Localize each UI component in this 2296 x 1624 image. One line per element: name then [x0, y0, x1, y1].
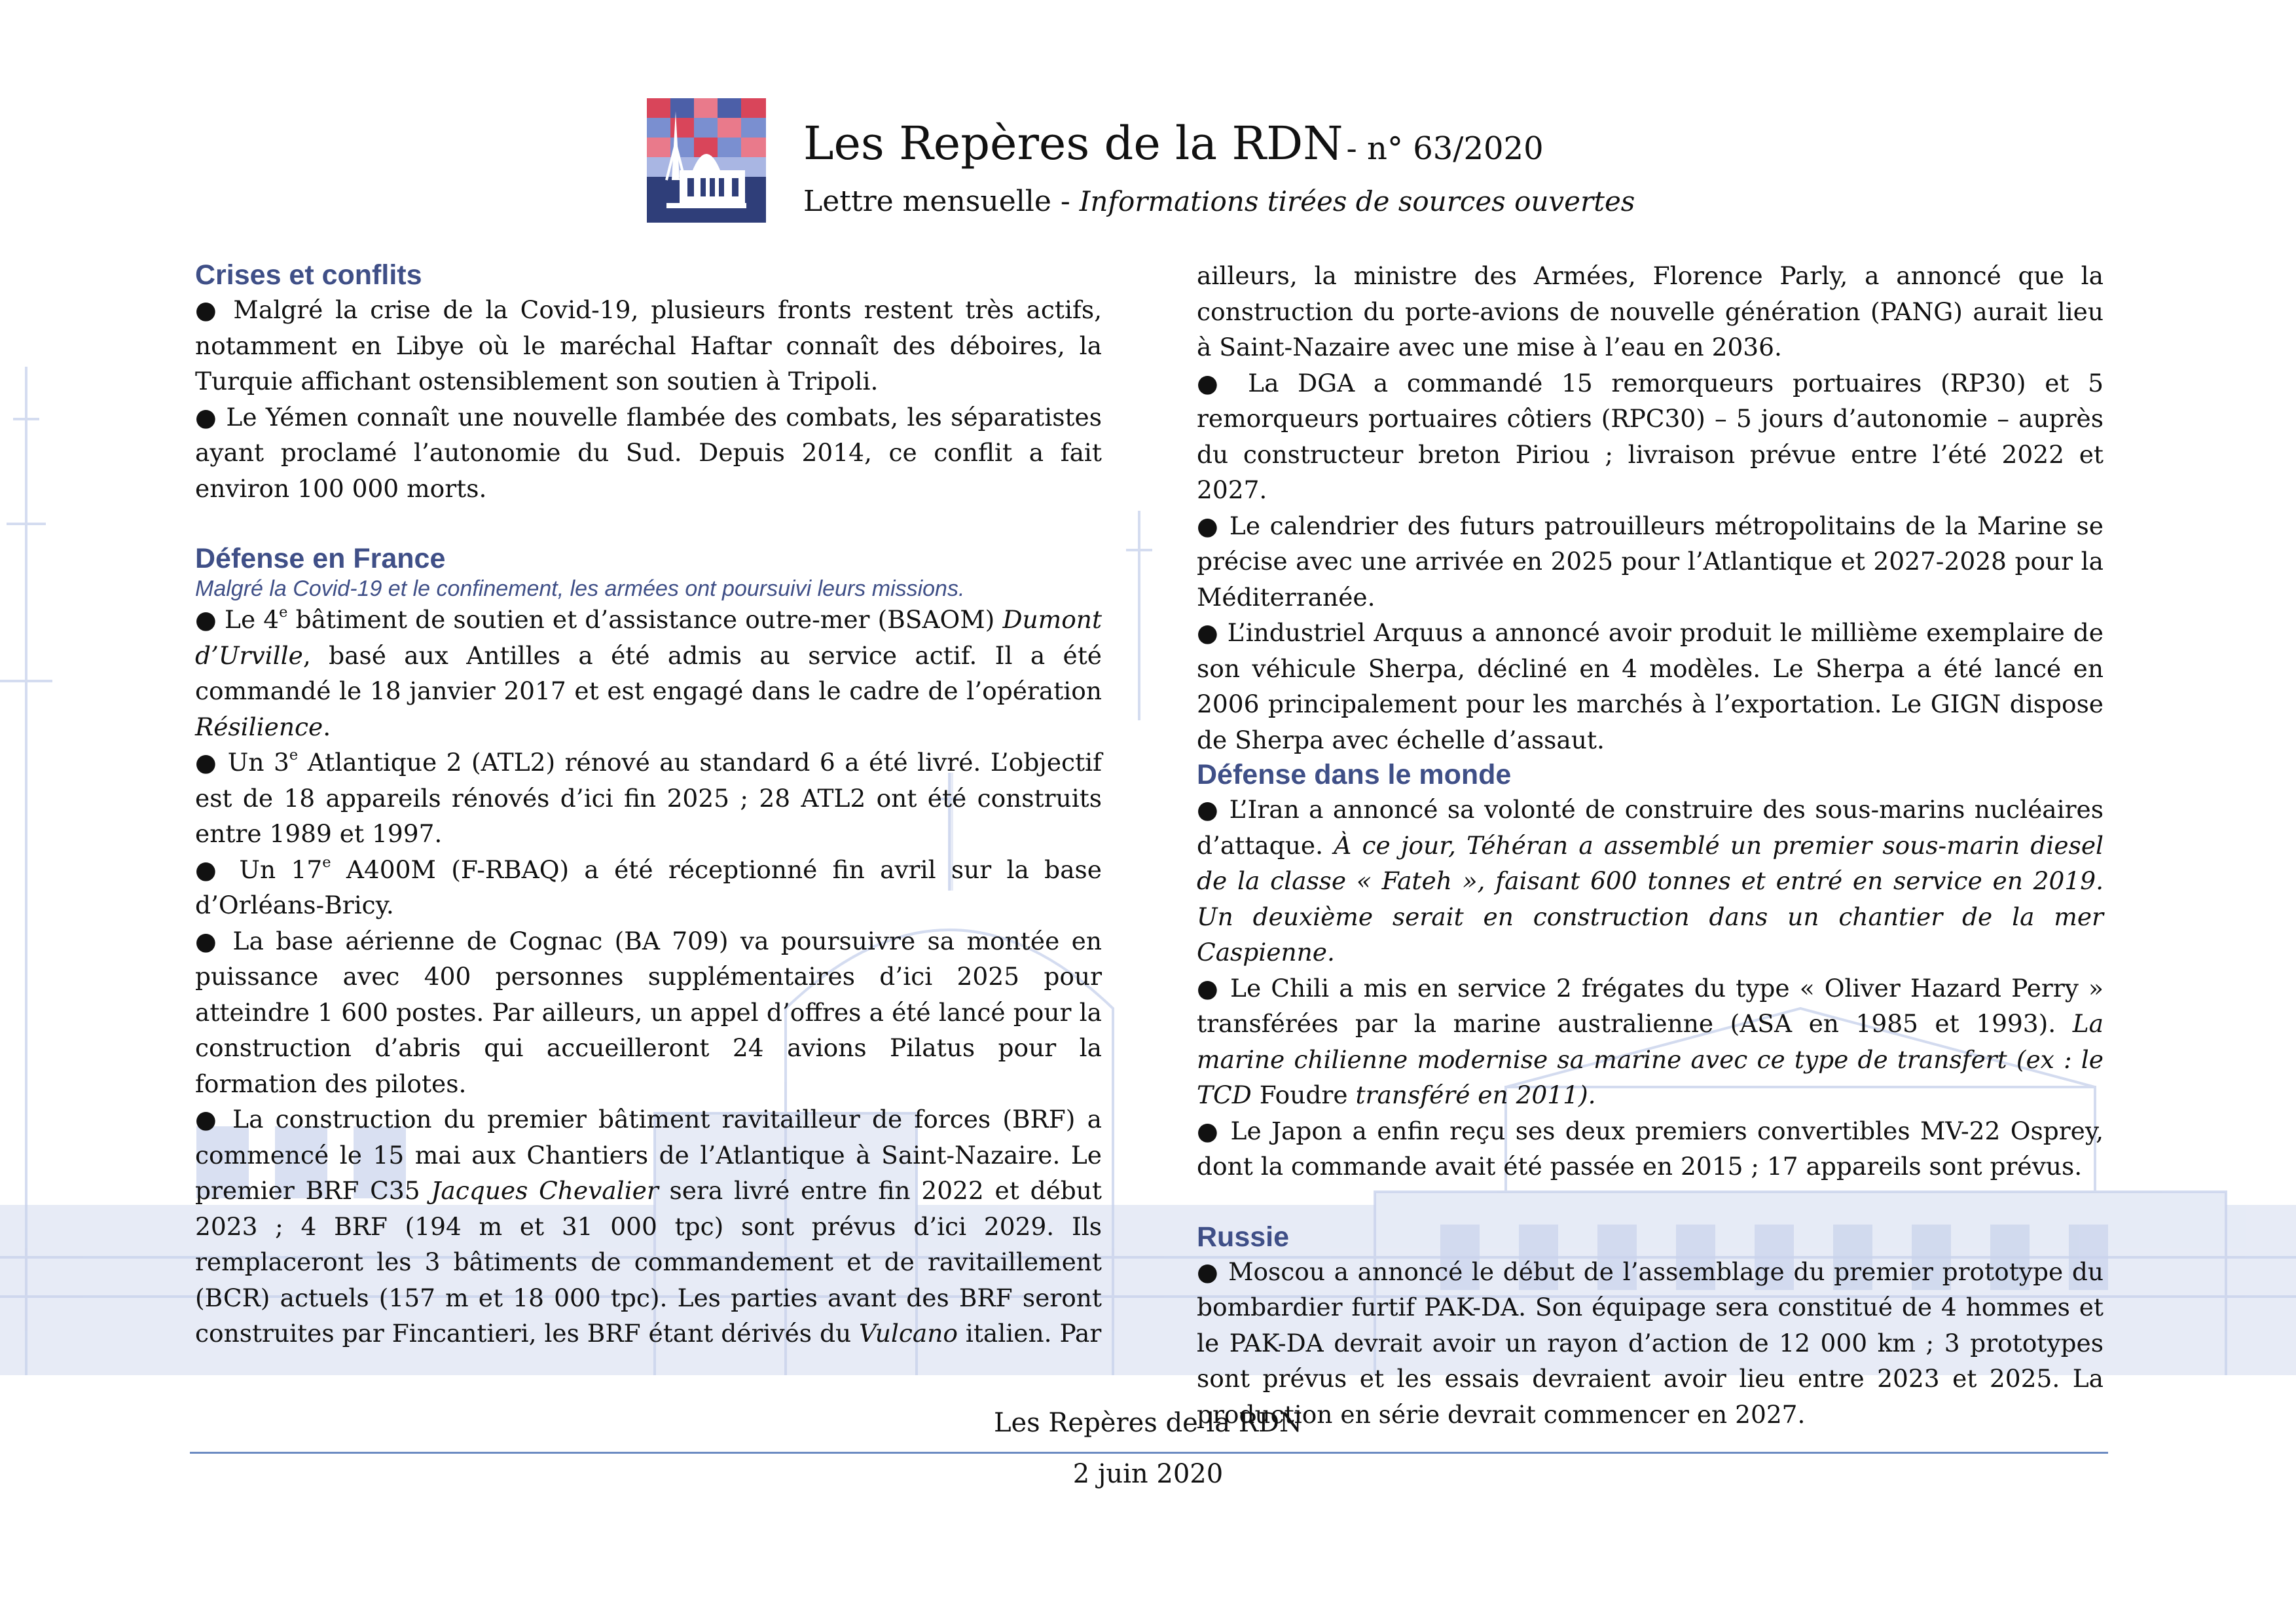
- section-title-crises: Crises et conflits: [195, 259, 422, 291]
- france-paragraph-3: ● Un 17e A400M (F-RBAQ) a été réceptionné fin avril sur la base d’Orléans-Bricy.: [195, 853, 1102, 919]
- document-title: [803, 117, 1544, 170]
- france-intro: Malgré la Covid-19 et le confinement, les armées ont poursuivi leurs missions.: [195, 576, 965, 601]
- rdn-logo-icon: [647, 98, 766, 223]
- monde-paragraph-3: ● Le Japon a enfin reçu ses deux premiers convertibles MV-22 Osprey, dont la commande avait été passée en 2015 ; 17 appareils sont prévus.: [1197, 1116, 2104, 1181]
- france-paragraph-6: ● La DGA a commandé 15 remorqueurs portuaires (RP30) et 5 remorqueurs portuaires côtiers (RPC30) – 5 jours d’autonomie – auprès du constructeur breton Piriou ; livraison prévue entre l’été 2022 et 2027.: [1197, 368, 2104, 504]
- france-paragraph-1: ● Le 4e bâtiment de soutien et d’assistance outre-mer (BSAOM) Dumont d’Urville, basé aux Antilles a été admis au service actif. Il a été commandé le 18 janvier 2017 et est engagé dans le cadre de l’opération Résilience.: [195, 604, 1102, 741]
- footer-date: 2 juin 2020: [1072, 1459, 1224, 1489]
- crises-paragraph-2: ● Le Yémen connaît une nouvelle flambée des combats, les séparatistes ayant proclamé l’autonomie du Sud. Depuis 2014, ce conflit a fait environ 100 000 morts.: [195, 402, 1102, 503]
- monde-paragraph-1: ● L’Iran a annoncé sa volonté de construire des sous-marins nucléaires d’attaque. À ce jour, Téhéran a assemblé un premier sous-marin diesel de la classe « Fateh », faisant 600 tonnes et entré en service en 2019. Un deuxième serait en construction dans un chantier de la mer Caspienne.: [1197, 795, 2104, 967]
- section-title-monde: Défense dans le monde: [1197, 759, 1512, 790]
- crises-paragraph-1: ● Malgré la crise de la Covid-19, plusieurs fronts restent très actifs, notamment en Libye où le maréchal Haftar connaît des déboires, la Turquie affichant ostensiblement son soutien à Tripoli.: [195, 295, 1102, 396]
- footer-title: Les Repères de la RDN: [993, 1408, 1303, 1438]
- france-paragraph-5: ● La construction du premier bâtiment ravitailleur de forces (BRF) a commencé le 15 mai aux Chantiers de l’Atlantique à Saint-Nazaire. Le premier BRF C35 Jacques Chevalier sera livré entre fin 2022 et début 2023 ; 4 BRF (194 m et 31 000 tpc) sont prévus d’ici 2029. Ils remplaceront les 3 bâtiments de commandement et de ravitaillement (BCR) actuels (157 m et 18 000 tpc). Les parties avant des BRF seront construites par Fincantieri, les BRF étant dérivés du Vulcano italien. Par: [195, 1105, 1102, 1348]
- france-paragraph-5-continued: ailleurs, la ministre des Armées, Florence Parly, a annoncé que la construction du porte-avions de nouvelle génération (PANG) aurait lieu à Saint-Nazaire avec une mise à l’eau en 2036.: [1197, 261, 2104, 361]
- section-title-russie: Russie: [1197, 1221, 1290, 1253]
- subtitle-plain: Lettre mensuelle -: [803, 185, 1080, 218]
- subtitle-italic: Informations tirées de sources ouvertes: [1079, 185, 1635, 217]
- title-main: Les Repères de la RDN: [803, 117, 1343, 170]
- france-paragraph-2: ● Un 3e Atlantique 2 (ATL2) rénové au standard 6 a été livré. L’objectif est de 18 appareils rénovés d’ici fin 2025 ; 28 ATL2 ont été construits entre 1989 et 1997.: [195, 747, 1102, 848]
- footer-divider: [190, 1452, 2108, 1454]
- france-paragraph-8: ● L’industriel Arquus a annoncé avoir produit le millième exemplaire de son véhicule Sherpa, décliné en 4 modèles. Le Sherpa a été lancé en 2006 principalement pour les marchés à l’exportation. Le GIGN dispose de Sherpa avec échelle d’assaut.: [1197, 618, 2104, 754]
- monde-paragraph-2: ● Le Chili a mis en service 2 frégates du type « Oliver Hazard Perry » transférées par la marine australienne (ASA en 1985 et 1993). La marine chilienne modernise sa marine avec ce type de transfert (ex : le TCD Foudre transféré en 2011).: [1197, 973, 2104, 1109]
- issue-number: - n° 63/2020: [1346, 130, 1544, 167]
- document-subtitle: [803, 185, 1635, 218]
- right-column: [1197, 258, 2104, 1432]
- russie-paragraph-1: ● Moscou a annoncé le début de l’assemblage du premier prototype du bombardier furtif PAK-DA. Son équipage sera constitué de 4 hommes et le PAK-DA devrait avoir un rayon d’action de 12 000 km ; 3 prototypes sont prévus et les essais devraient avoir lieu entre 2023 et 2025. La production en série devrait commencer en 2027.: [1197, 1257, 2104, 1429]
- france-paragraph-4: ● La base aérienne de Cognac (BA 709) va poursuivre sa montée en puissance avec 400 personnes supplémentaires d’ici 2025 pour atteindre 1 600 postes. Par ailleurs, un appel d’offres a été lancé pour la construction d’abris qui accueilleront 24 avions Pilatus pour la formation des pilotes.: [195, 926, 1102, 1098]
- section-title-france: Défense en France: [195, 543, 446, 574]
- france-paragraph-7: ● Le calendrier des futurs patrouilleurs métropolitains de la Marine se précise avec une arrivée en 2025 pour l’Atlantique et 2027-2028 pour la Méditerranée.: [1197, 511, 2104, 612]
- left-column: [195, 258, 1102, 1352]
